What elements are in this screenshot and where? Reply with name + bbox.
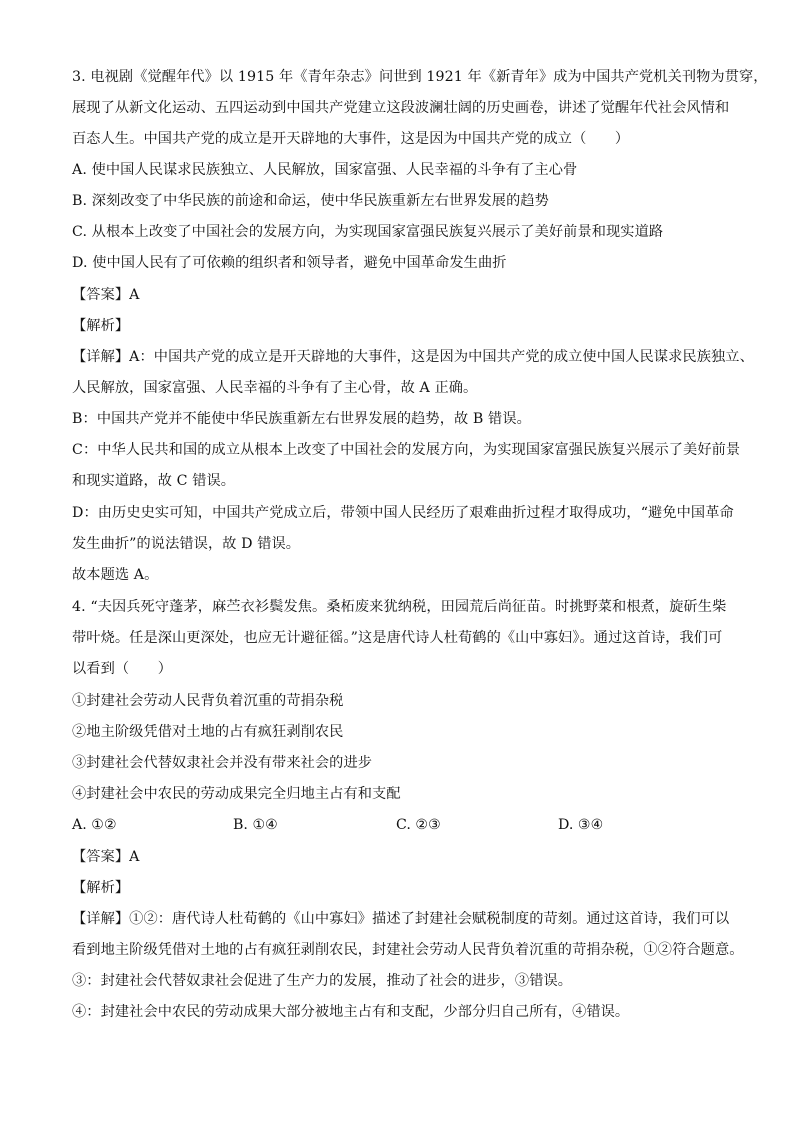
q4-choices [72, 815, 712, 835]
q3-stem-line-3: 百态人生。中国共产党的成立是开天辟地的大事件，这是因为中国共产党的成立（ ） [72, 131, 630, 147]
q4-answer-label: 【答案】 [72, 849, 130, 865]
q3-answer [72, 285, 732, 305]
q4-choice-b: B. ①④ [233, 817, 278, 833]
q3-stem-line-2: 展现了从新文化运动、五四运动到中国共产党建立这段波澜壮阔的历史画卷，讲述了觉醒年代社会风情和 [72, 100, 730, 116]
q3-analysis-label: 【解析】 [72, 318, 130, 334]
q4-detail-line-1: 【详解】①②：唐代诗人杜荀鹤的《山中寡妇》描述了封建社会赋税制度的苛刻。通过这首诗，我们可以 [72, 911, 730, 927]
q4-detail-line-3: ③：封建社会代替奴隶社会促进了生产力的发展，推动了社会的进步，③错误。 [72, 973, 573, 989]
q3-detail-line-5: 和现实道路，故 C 错误。 [72, 473, 236, 489]
q4-item-3: ③封建社会代替奴隶社会并没有带来社会的进步 [72, 755, 373, 771]
q4-item-1: ①封建社会劳动人民背负着沉重的苛捐杂税 [72, 693, 344, 709]
q4-choice-d: D. ③④ [558, 817, 604, 833]
q3-detail-line-2: 人民解放，国家富强、人民幸福的斗争有了主心骨，故 A 正确。 [72, 380, 478, 396]
q4-choice-a: A. ①② [72, 817, 117, 833]
q3-answer-label: 【答案】 [72, 287, 130, 303]
q3-answer-value: A [129, 287, 140, 303]
q3-detail-line-4: C：中华人民共和国的成立从根本上改变了中国社会的发展方向，为实现国家富强民族复兴展示了美好前景 [72, 442, 741, 458]
q4-item-2: ②地主阶级凭借对土地的占有疯狂剥削农民 [72, 724, 344, 740]
q4-stem-line-2: 带叶烧。任是深山更深处，也应无计避征徭。”这是唐代诗人杜荀鹤的《山中寡妇》。通过这首诗，我们可 [72, 630, 723, 646]
q4-stem-line-3: 以看到（ ） [72, 661, 173, 677]
q4-answer-value: A [129, 849, 140, 865]
q3-detail-line-6: D：由历史史实可知，中国共产党成立后，带领中国人民经历了艰难曲折过程才取得成功，“避免中国革命 [72, 505, 734, 521]
q3-detail-line-7: 发生曲折”的说法错误，故 D 错误。 [72, 536, 301, 552]
q4-stem-line-1: 4. “夫因兵死守蓬茅，麻苎衣衫鬓发焦。桑柘废来犹纳税，田园荒后尚征苗。时挑野菜和根煮，旋斫生柴 [72, 599, 727, 615]
q3-conclusion: 故本题选 A。 [72, 567, 159, 583]
q3-option-b: B. 深刻改变了中华民族的前途和命运，使中华民族重新左右世界发展的趋势 [72, 193, 549, 209]
q4-item-4: ④封建社会中农民的劳动成果完全归地主占有和支配 [72, 786, 401, 802]
q3-option-d: D. 使中国人民有了可依赖的组织者和领导者，避免中国革命发生曲折 [72, 255, 507, 271]
q3-stem-line-1: 3. 电视剧《觉醒年代》以 1915 年《青年杂志》问世到 1921 年《新青年》成为中国共产党机关刊物为贯穿， [72, 69, 768, 85]
q3-option-c: C. 从根本上改变了中国社会的发展方向，为实现国家富强民族复兴展示了美好前景和现实道路 [72, 224, 664, 240]
q4-detail-line-2: 看到地主阶级凭借对土地的占有疯狂剥削农民，封建社会劳动人民背负着沉重的苛捐杂税，①②符合题意。 [72, 942, 744, 958]
q4-choice-c: C. ②③ [396, 817, 441, 833]
q4-analysis-label: 【解析】 [72, 880, 130, 896]
q4-detail-line-4: ④：封建社会中农民的劳动成果大部分被地主占有和支配，少部分归自己所有，④错误。 [72, 1004, 630, 1020]
q4-answer [72, 847, 732, 867]
q3-option-a: A. 使中国人民谋求民族独立、人民解放，国家富强、人民幸福的斗争有了主心骨 [72, 162, 578, 178]
q3-detail-line-1: 【详解】A：中国共产党的成立是开天辟地的大事件，这是因为中国共产党的成立使中国人民谋求民族独立、 [72, 349, 754, 365]
q3-detail-line-3: B：中国共产党并不能使中华民族重新左右世界发展的趋势，故 B 错误。 [72, 411, 531, 427]
